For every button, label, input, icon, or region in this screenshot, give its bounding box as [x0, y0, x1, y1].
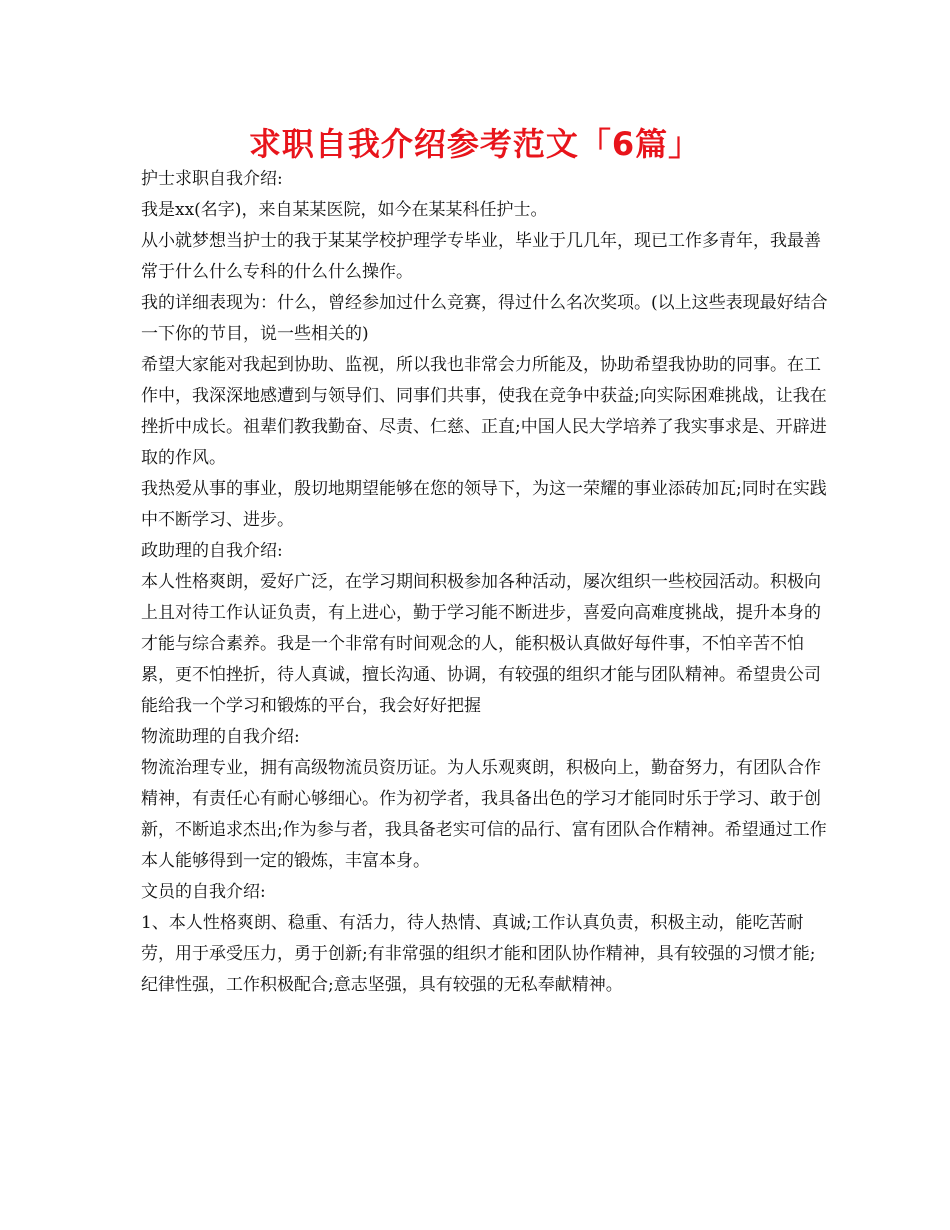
paragraph: 我的详细表现为：什么，曾经参加过什么竞赛，得过什么名次奖项。(以上这些表现最好结合一下你的节目，说一些相关的)	[141, 293, 828, 344]
section-heading-nurse: 护士求职自我介绍:	[141, 169, 283, 189]
paragraph: 本人性格爽朗，爱好广泛，在学习期间积极参加各种活动，屡次组织一些校园活动。积极向上且对待工作认证负责，有上进心，勤于学习能不断进步，喜爱向高难度挑战，提升本身的才能与综合素养。我是一个非常有时间观念的人，能积极认真做好每件事，不怕辛苦不怕累，更不怕挫折，待人真诚，擅长沟通、协调，有较强的组织才能与团队精神。希望贵公司能给我一个学习和锻炼的平台，我会好好把握	[141, 572, 821, 716]
paragraph: 我是xx(名字)，来自某某医院，如今在某某科任护士。	[141, 200, 548, 220]
document-body	[141, 164, 831, 1001]
document-title: 求职自我介绍参考范文「6篇」	[248, 125, 702, 163]
paragraph: 物流治理专业，拥有高级物流员资历证。为人乐观爽朗，积极向上，勤奋努力，有团队合作精神，有责任心有耐心够细心。作为初学者，我具备出色的学习才能同时乐于学习、敢于创新，不断追求杰出;作为参与者，我具备老实可信的品行、富有团队合作精神。希望通过工作本人能够得到一定的锻炼，丰富本身。	[141, 758, 827, 871]
paragraph: 我热爱从事的事业，殷切地期望能够在您的领导下，为这一荣耀的事业添砖加瓦;同时在实践中不断学习、进步。	[141, 479, 827, 530]
section-heading-admin-assistant: 政助理的自我介绍:	[141, 541, 283, 561]
paragraph: 从小就梦想当护士的我于某某学校护理学专毕业，毕业于几几年，现已工作多青年，我最善常于什么什么专科的什么什么操作。	[141, 231, 821, 282]
section-heading-clerk: 文员的自我介绍:	[141, 882, 266, 902]
paragraph: 1、本人性格爽朗、稳重、有活力，待人热情、真诚;工作认真负责，积极主动，能吃苦耐劳，用于承受压力，勇于创新;有非常强的组织才能和团队协作精神，具有较强的习惯才能;纪律性强，工作积极配合;意志坚强，具有较强的无私奉献精神。	[141, 913, 816, 995]
section-heading-logistics-assistant: 物流助理的自我介绍:	[141, 727, 300, 747]
paragraph: 希望大家能对我起到协助、监视，所以我也非常会力所能及，协助希望我协助的同事。在工作中，我深深地感遭到与领导们、同事们共事，使我在竞争中获益;向实际困难挑战，让我在挫折中成长。祖辈们教我勤奋、尽责、仁慈、正直;中国人民大学培养了我实事求是、开辟进取的作风。	[141, 355, 827, 468]
